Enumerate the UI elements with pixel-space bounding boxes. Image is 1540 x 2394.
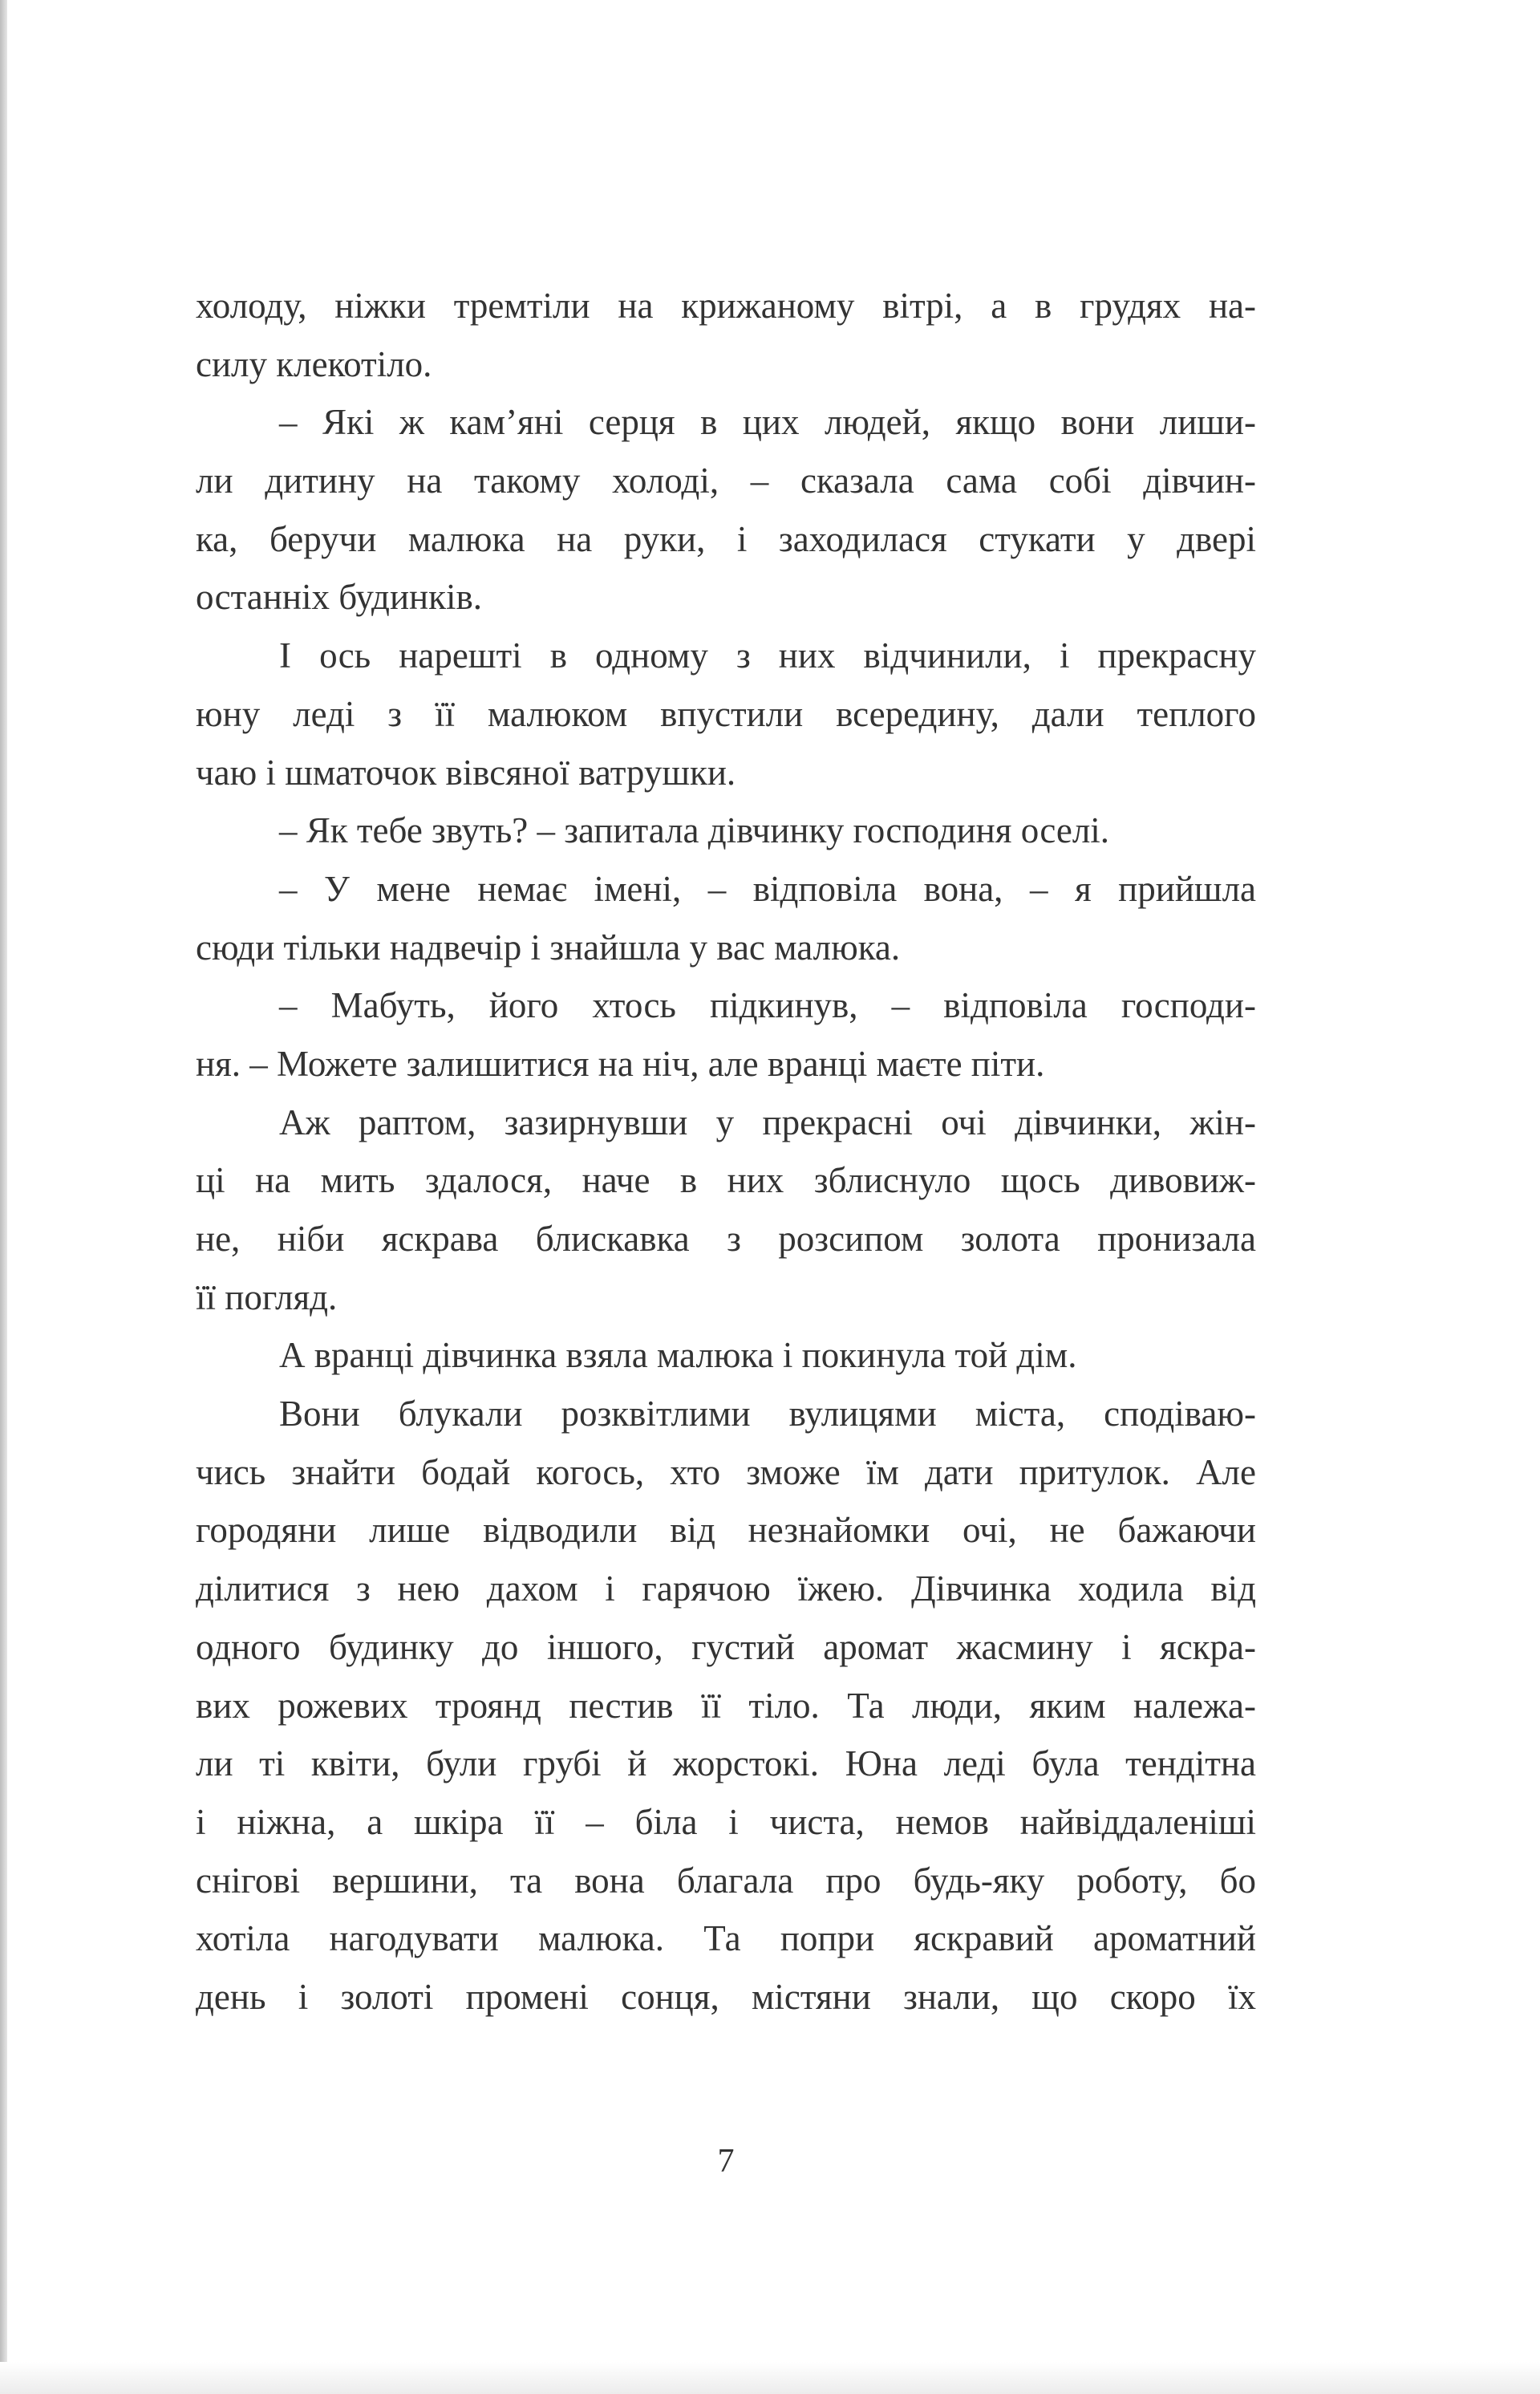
page-bottom-edge [0, 2362, 1540, 2394]
text-line: силу клекотіло. [196, 343, 432, 384]
page-number: 7 [717, 2143, 735, 2180]
text-line: сюди тільки надвечір і знайшла у вас малюка. [196, 927, 901, 968]
text-line: Вони блукали розквітлими вулицями міста, сподіваю- [279, 1394, 1256, 1434]
text-line: ли дитину на такому холоді, – сказала сама собі дівчин- [196, 461, 1256, 501]
text-line: ня. – Можете залишитися на ніч, але вранці маєте піти. [196, 1043, 1045, 1084]
text-line: снігові вершини, та вона благала про будь-яку роботу, бо [196, 1860, 1256, 1901]
text-line: ли ті квіти, були грубі й жорстокі. Юна леді була тендітна [196, 1743, 1256, 1784]
text-line: ділитися з нею дахом і гарячою їжею. Дівчинка ходила від [196, 1568, 1256, 1609]
text-line: Аж раптом, зазирнувши у прекрасні очі дівчинки, жін- [279, 1102, 1256, 1142]
text-line: – Мабуть, його хтось підкинув, – відповіла господи- [279, 985, 1256, 1026]
text-line: не, ніби яскрава блискавка з розсипом золота пронизала [196, 1219, 1256, 1259]
text-line: і ніжна, а шкіра її – біла і чиста, немов найвіддаленіші [196, 1801, 1256, 1842]
text-line: чись знайти бодай когось, хто зможе їм дати притулок. Але [196, 1451, 1256, 1492]
text-line: ка, беручи малюка на руки, і заходилася стукати у двері [196, 518, 1256, 559]
text-line: одного будинку до іншого, густий аромат жасмину і яскра- [196, 1626, 1256, 1667]
text-line: А вранці дівчинка взяла малюка і покинула той дім. [279, 1335, 1077, 1376]
text-line: її погляд. [196, 1276, 338, 1317]
text-line: чаю і шматочок вівсяної ватрушки. [196, 752, 736, 793]
text-line: ці на мить здалося, наче в них зблиснуло щось дивовиж- [196, 1160, 1256, 1201]
text-line: – Які ж кам’яні серця в цих людей, якщо вони лиши- [279, 402, 1256, 443]
text-line: вих рожевих троянд пестив її тіло. Та люди, яким належа- [196, 1685, 1256, 1726]
text-line: юну леді з її малюком впустили всередину, дали теплого [196, 693, 1256, 734]
text-line: – У мене немає імені, – відповіла вона, – я прийшла [279, 868, 1256, 909]
text-line: – Як тебе звуть? – запитала дівчинку господиня оселі. [279, 810, 1110, 851]
text-line: І ось нарешті в одному з них відчинили, і прекрасну [279, 635, 1256, 676]
text-line: холоду, ніжки тремтіли на крижаному вітрі, а в грудях на- [196, 286, 1256, 326]
text-line: хотіла нагодувати малюка. Та попри яскравий ароматний [196, 1918, 1256, 1959]
body-text [196, 277, 1256, 2027]
page-left-edge [0, 0, 7, 2394]
text-line: городяни лише відводили від незнайомки очі, не бажаючи [196, 1510, 1256, 1551]
text-line: останніх будинків. [196, 577, 482, 618]
text-line: день і золоті промені сонця, містяни знали, що скоро їх [196, 1976, 1256, 2017]
